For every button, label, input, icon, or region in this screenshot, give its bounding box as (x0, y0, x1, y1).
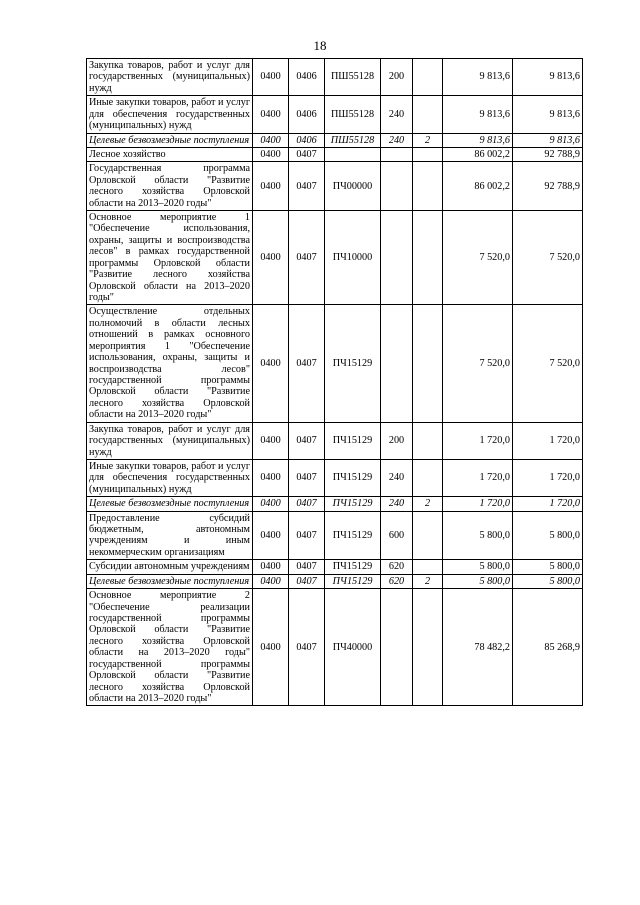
amount-year1-cell: 1 720,0 (443, 497, 513, 511)
table-row (87, 560, 583, 574)
funding-source-cell: 2 (413, 574, 443, 588)
row-name-cell: Основное мероприятие 2 "Обеспечение реализации государственной программы Орловской области "Развитие лесного хозяйства Орловской области на 2013–2020 годы" государственной программы Орловской области "Развитие лесного хозяйства Орловской области на 2013–2020 годы" (87, 589, 253, 706)
amount-year2-cell: 92 788,9 (513, 162, 583, 211)
target-article-cell: ПЧ15129 (325, 511, 381, 560)
subsection-code-cell: 0407 (289, 459, 325, 496)
expense-type-cell: 240 (381, 459, 413, 496)
funding-source-cell (413, 560, 443, 574)
expense-type-cell: 200 (381, 59, 413, 96)
table-row (87, 305, 583, 422)
section-code-cell: 0400 (253, 162, 289, 211)
amount-year2-cell: 9 813,6 (513, 133, 583, 147)
amount-year1-cell: 1 720,0 (443, 459, 513, 496)
table-row (87, 211, 583, 305)
subsection-code-cell: 0407 (289, 511, 325, 560)
subsection-code-cell: 0407 (289, 574, 325, 588)
expense-type-cell: 600 (381, 511, 413, 560)
subsection-code-cell: 0407 (289, 162, 325, 211)
budget-table (86, 58, 583, 706)
expense-type-cell: 620 (381, 574, 413, 588)
table-row (87, 589, 583, 706)
table-row (87, 59, 583, 96)
target-article-cell: ПЧ15129 (325, 560, 381, 574)
row-name-cell: Целевые безвозмездные поступления (87, 497, 253, 511)
table-row (87, 511, 583, 560)
amount-year2-cell: 1 720,0 (513, 422, 583, 459)
target-article-cell: ПЧ15129 (325, 497, 381, 511)
amount-year1-cell: 5 800,0 (443, 560, 513, 574)
table-row (87, 147, 583, 161)
expense-type-cell: 200 (381, 422, 413, 459)
amount-year2-cell: 92 788,9 (513, 147, 583, 161)
amount-year1-cell: 78 482,2 (443, 589, 513, 706)
target-article-cell: ПШ55128 (325, 59, 381, 96)
target-article-cell: ПЧ15129 (325, 574, 381, 588)
table-body (87, 59, 583, 706)
expense-type-cell (381, 147, 413, 161)
page-number: 18 (313, 38, 327, 53)
amount-year1-cell: 5 800,0 (443, 511, 513, 560)
amount-year2-cell: 1 720,0 (513, 459, 583, 496)
target-article-cell: ПШ55128 (325, 96, 381, 133)
funding-source-cell (413, 147, 443, 161)
section-code-cell: 0400 (253, 459, 289, 496)
row-name-cell: Целевые безвозмездные поступления (87, 574, 253, 588)
target-article-cell: ПЧ10000 (325, 211, 381, 305)
amount-year2-cell: 5 800,0 (513, 574, 583, 588)
expense-type-cell (381, 162, 413, 211)
section-code-cell: 0400 (253, 560, 289, 574)
table-row (87, 133, 583, 147)
section-code-cell: 0400 (253, 589, 289, 706)
subsection-code-cell: 0407 (289, 497, 325, 511)
subsection-code-cell: 0406 (289, 133, 325, 147)
subsection-code-cell: 0406 (289, 96, 325, 133)
section-code-cell: 0400 (253, 497, 289, 511)
section-code-cell: 0400 (253, 96, 289, 133)
target-article-cell: ПЧ40000 (325, 589, 381, 706)
amount-year1-cell: 7 520,0 (443, 305, 513, 422)
funding-source-cell (413, 511, 443, 560)
amount-year2-cell: 7 520,0 (513, 305, 583, 422)
row-name-cell: Предоставление субсидий бюджетным, автономным учреждениям и иным некоммерческим организациям (87, 511, 253, 560)
row-name-cell: Закупка товаров, работ и услуг для государственных (муниципальных) нужд (87, 422, 253, 459)
target-article-cell: ПЧ15129 (325, 459, 381, 496)
amount-year1-cell: 86 002,2 (443, 147, 513, 161)
expense-type-cell: 240 (381, 133, 413, 147)
row-name-cell: Государственная программа Орловской области "Развитие лесного хозяйства Орловской области на 2013–2020 годы" (87, 162, 253, 211)
expense-type-cell: 620 (381, 560, 413, 574)
subsection-code-cell: 0407 (289, 589, 325, 706)
amount-year2-cell: 7 520,0 (513, 211, 583, 305)
target-article-cell: ПЧ15129 (325, 422, 381, 459)
amount-year2-cell: 5 800,0 (513, 560, 583, 574)
section-code-cell: 0400 (253, 211, 289, 305)
amount-year1-cell: 9 813,6 (443, 59, 513, 96)
section-code-cell: 0400 (253, 305, 289, 422)
amount-year2-cell: 9 813,6 (513, 96, 583, 133)
section-code-cell: 0400 (253, 574, 289, 588)
amount-year1-cell: 7 520,0 (443, 211, 513, 305)
amount-year1-cell: 9 813,6 (443, 133, 513, 147)
subsection-code-cell: 0407 (289, 422, 325, 459)
target-article-cell: ПШ55128 (325, 133, 381, 147)
subsection-code-cell: 0406 (289, 59, 325, 96)
target-article-cell (325, 147, 381, 161)
expense-type-cell (381, 211, 413, 305)
row-name-cell: Основное мероприятие 1 "Обеспечение использования, охраны, защиты и воспроизводства лесов" в рамках государственной программы Орловской области "Развитие лесного хозяйства Орловской области на 2013–2020 годы" (87, 211, 253, 305)
section-code-cell: 0400 (253, 133, 289, 147)
target-article-cell: ПЧ00000 (325, 162, 381, 211)
subsection-code-cell: 0407 (289, 211, 325, 305)
row-name-cell: Осуществление отдельных полномочий в области лесных отношений в рамках основного мероприятия 1 "Обеспечение использования, охраны, защиты и воспроизводства лесов" государственной программы Орловской области "Развитие лесного хозяйства Орловской области на 2013–2020 годы" (87, 305, 253, 422)
table-row (87, 422, 583, 459)
amount-year2-cell: 5 800,0 (513, 511, 583, 560)
amount-year1-cell: 9 813,6 (443, 96, 513, 133)
target-article-cell: ПЧ15129 (325, 305, 381, 422)
funding-source-cell (413, 422, 443, 459)
row-name-cell: Лесное хозяйство (87, 147, 253, 161)
amount-year2-cell: 85 268,9 (513, 589, 583, 706)
row-name-cell: Закупка товаров, работ и услуг для государственных (муниципальных) нужд (87, 59, 253, 96)
expense-type-cell: 240 (381, 96, 413, 133)
funding-source-cell (413, 162, 443, 211)
funding-source-cell (413, 589, 443, 706)
funding-source-cell (413, 211, 443, 305)
funding-source-cell (413, 305, 443, 422)
subsection-code-cell: 0407 (289, 147, 325, 161)
section-code-cell: 0400 (253, 147, 289, 161)
row-name-cell: Целевые безвозмездные поступления (87, 133, 253, 147)
funding-source-cell: 2 (413, 497, 443, 511)
table-row (87, 96, 583, 133)
row-name-cell: Субсидии автономным учреждениям (87, 560, 253, 574)
table-row (87, 497, 583, 511)
amount-year2-cell: 1 720,0 (513, 497, 583, 511)
funding-source-cell (413, 59, 443, 96)
expense-type-cell (381, 305, 413, 422)
section-code-cell: 0400 (253, 59, 289, 96)
amount-year2-cell: 9 813,6 (513, 59, 583, 96)
subsection-code-cell: 0407 (289, 560, 325, 574)
amount-year1-cell: 86 002,2 (443, 162, 513, 211)
section-code-cell: 0400 (253, 422, 289, 459)
section-code-cell: 0400 (253, 511, 289, 560)
row-name-cell: Иные закупки товаров, работ и услуг для обеспечения государственных (муниципальных) нужд (87, 96, 253, 133)
funding-source-cell (413, 459, 443, 496)
row-name-cell: Иные закупки товаров, работ и услуг для обеспечения государственных (муниципальных) нужд (87, 459, 253, 496)
table-row (87, 162, 583, 211)
table-row (87, 574, 583, 588)
expense-type-cell (381, 589, 413, 706)
amount-year1-cell: 5 800,0 (443, 574, 513, 588)
funding-source-cell: 2 (413, 133, 443, 147)
table-row (87, 459, 583, 496)
subsection-code-cell: 0407 (289, 305, 325, 422)
expense-type-cell: 240 (381, 497, 413, 511)
funding-source-cell (413, 96, 443, 133)
amount-year1-cell: 1 720,0 (443, 422, 513, 459)
